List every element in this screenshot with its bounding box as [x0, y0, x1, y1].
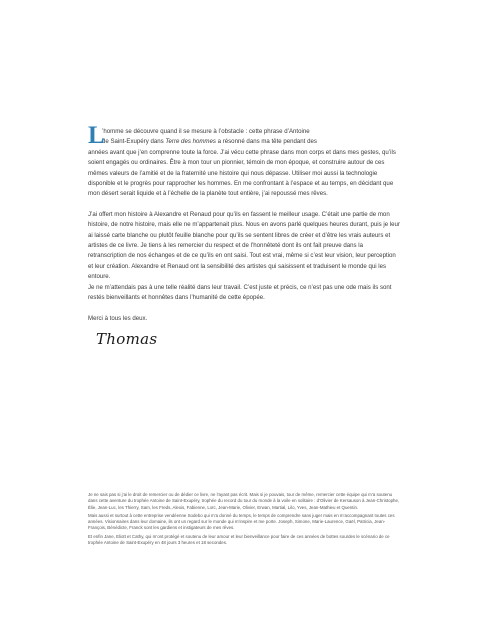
spacer: [88, 200, 400, 210]
acknowledgements-notes: [88, 492, 400, 548]
note-3: Et enfin Jane, Eliott et Cathy, qui m’ont protégé et soutenu de leur amour et leur bienveillance pour faire de ces années de bottes sourdes le scénario de ce trophée Antoine de Saint-Exupéry en 48 jours 3 heures et 18 secondes.: [88, 533, 390, 546]
paragraph-1-rest: années avant que j’en comprenne toute la force. J’ai vécu cette phrase dans mon corps et dans mes gestes, qu’ils soient engagés ou ordinaires. Être à mon tour un pionnier, témoin de mon époque, et construire autour de ces mêmes valeurs de l’amitié et de la fraternité une histoire qui nous dépasse. Utiliser moi aussi la technologie disponible et le progrès pour rapprocher les hommes. En me confrontant à l’espace et au temps, en décidant que mon désert serait liquide et à l’échelle de la planète tout entière, j’ai repoussé mes rêves.: [88, 148, 396, 198]
handwritten-signature: Thomas: [96, 329, 158, 348]
paragraph-1-line-2a: de Saint-Exupéry dans: [102, 138, 166, 146]
paragraph-3: Je ne m’attendais pas à une telle réalité dans leur travail. C’est juste et précis, ce n’est pas une ode mais ils sont restés bienveillants et honnêtes dans l’humanité de cette épopée.: [88, 283, 392, 302]
signature-block: [88, 314, 400, 348]
thanks-line: Merci à tous les deux.: [88, 314, 148, 322]
book-title-reference: Terre des hommes: [165, 138, 216, 146]
paragraph-1: [88, 122, 400, 200]
paragraph-1-line-2b: a résonné dans ma tête pendant des: [215, 138, 317, 146]
paragraph-1-line-2: [88, 137, 400, 147]
paragraph-1-line-1: ’homme se découvre quand il se mesure à l’obstacle : cette phrase d’Antoine: [102, 128, 310, 135]
paragraph-2: J’ai offert mon histoire à Alexandre et Renaud pour qu’ils en fassent le meilleur usage. C’était une partie de mon histoire, de notre histoire, mais elle ne m’appartenait plus. Nous en avons parlé quelques heures durant, puis je leur ai laissé carte blanche ou plutôt feuille blanche pour qu’ils se sentent libres de créer et d’être les vrais auteurs et artistes de ce livre. Je tiens à les remercier du respect et de l’honnêteté dont ils ont fait preuve dans la retranscription de nos échanges et de ce qu’ils en ont saisi. Tout est vrai, même si c’est leur vision, leur perception et leur création. Alexandre et Renaud ont la sensibilité des artistes qui saisissent et traduisent le monde qui les entoure.: [88, 210, 400, 281]
main-text: [88, 122, 400, 348]
drop-cap: L: [88, 122, 105, 149]
note-1: Je ne sais pas si j’ai le droit de remercier ou de dédier ce livre, ne l’ayant pas écrit. Mais si je pouvais, tour de même, remercier cette équipe qui m’a soutenu dans cette aventure du trophée Antoine de Saint-Exupéry, trophée du record du tour du monde à la voile en solitaire : d’Olivier de Kersauson à Jean-Christophe, Élie, Jean-Luc, les Thierry, Sam, les Freds, Alexis, Fabienne, Loïc, Jean-Marie, Olivier, Erwan, Martial, Lilo, Yves, Jean-Mathieu et Quentin.: [88, 492, 400, 510]
note-2: Mais aussi et surtout à cette entreprise vendéenne Sodebo qui m’a donné du temps, le temps de comprendre sans juger mais en m’accompagnant toutes ces années. Visionnaires dans leur domaine, ils ont un regard sur le monde qui m’inspire et me porte. Joseph, Simone, Marie-Laurence, Gaël, Patricia, Jean-François, Bénédicte, Franck sont les gardiens et instigateurs de mes rêves.: [88, 512, 395, 531]
